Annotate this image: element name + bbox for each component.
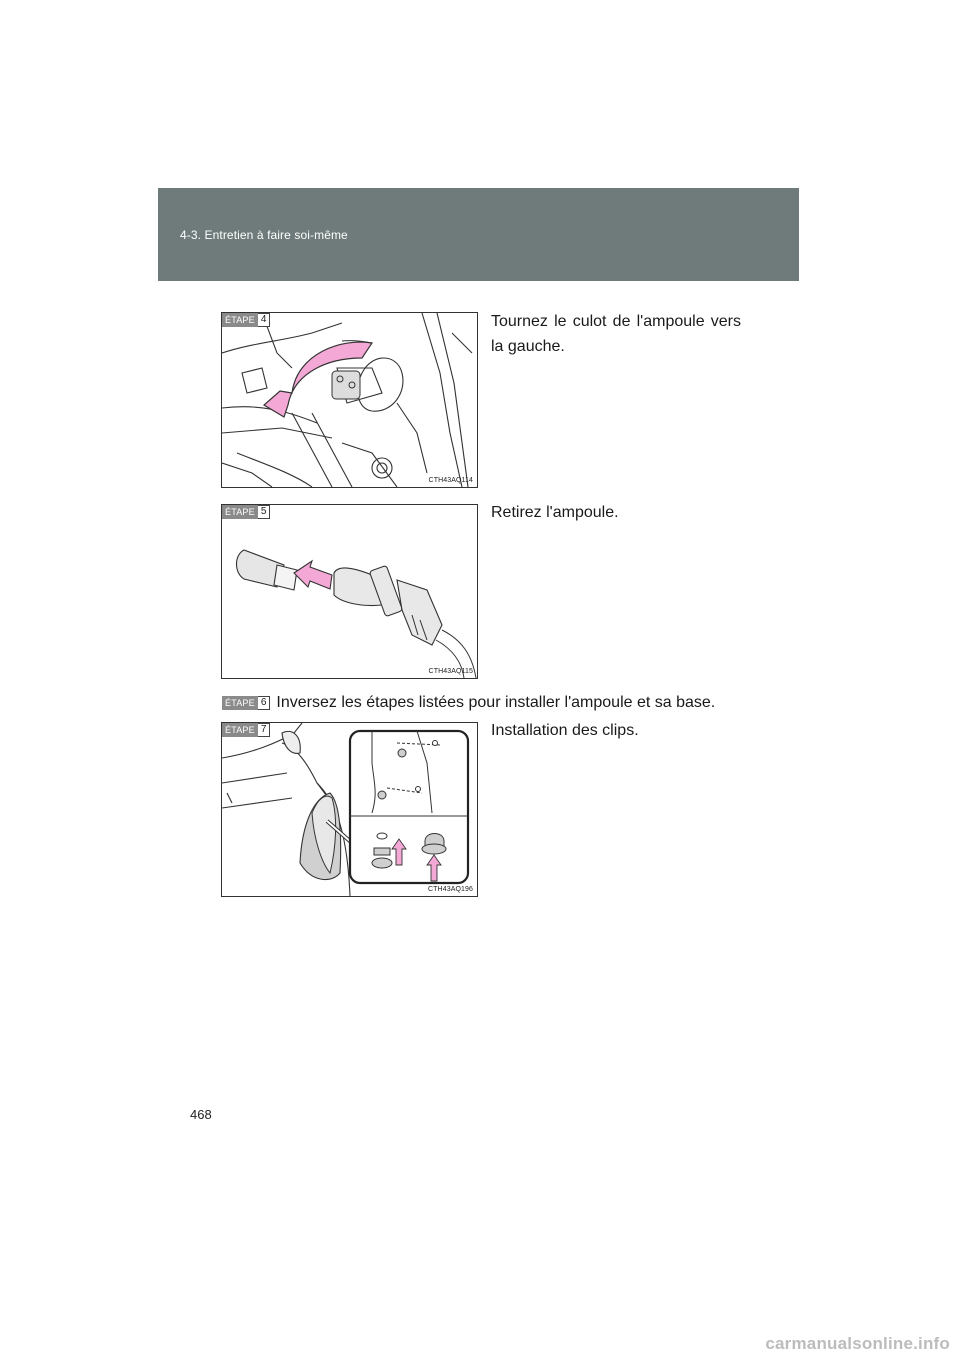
bulb-socket-illustration — [222, 313, 477, 487]
figure-code-4: CTH43AQ114 — [428, 477, 473, 484]
step-badge-4: ÉTAPE 4 — [222, 313, 270, 327]
bulb-removal-illustration — [222, 505, 477, 678]
figure-code-5: CTH43AQ115 — [428, 668, 473, 675]
figure-step-7 — [221, 722, 478, 897]
figure-code-7: CTH43AQ196 — [428, 886, 473, 893]
figure-step-5 — [221, 504, 478, 679]
step-6-text: Inversez les étapes listées pour installer l'ampoule et sa base. — [276, 694, 716, 711]
section-title: 4-3. Entretien à faire soi-même — [180, 228, 348, 242]
step-4-text: Tournez le culot de l'ampoule vers la gauche. — [491, 313, 741, 355]
section-header — [158, 188, 799, 281]
step-7-text: Installation des clips. — [491, 722, 639, 739]
page-number: 468 — [190, 1107, 212, 1122]
step-5-text: Retirez l'ampoule. — [491, 504, 619, 521]
pull-arrow-icon — [294, 561, 332, 589]
step-badge-5: ÉTAPE 5 — [222, 505, 270, 519]
step-badge-6: ÉTAPE 6 — [222, 696, 270, 710]
step-6-row — [222, 690, 715, 715]
watermark: carmanualsonline.info — [765, 1334, 950, 1353]
clip-installation-illustration — [222, 723, 477, 896]
step-badge-7: ÉTAPE 7 — [222, 723, 270, 737]
figure-step-4 — [221, 312, 478, 488]
